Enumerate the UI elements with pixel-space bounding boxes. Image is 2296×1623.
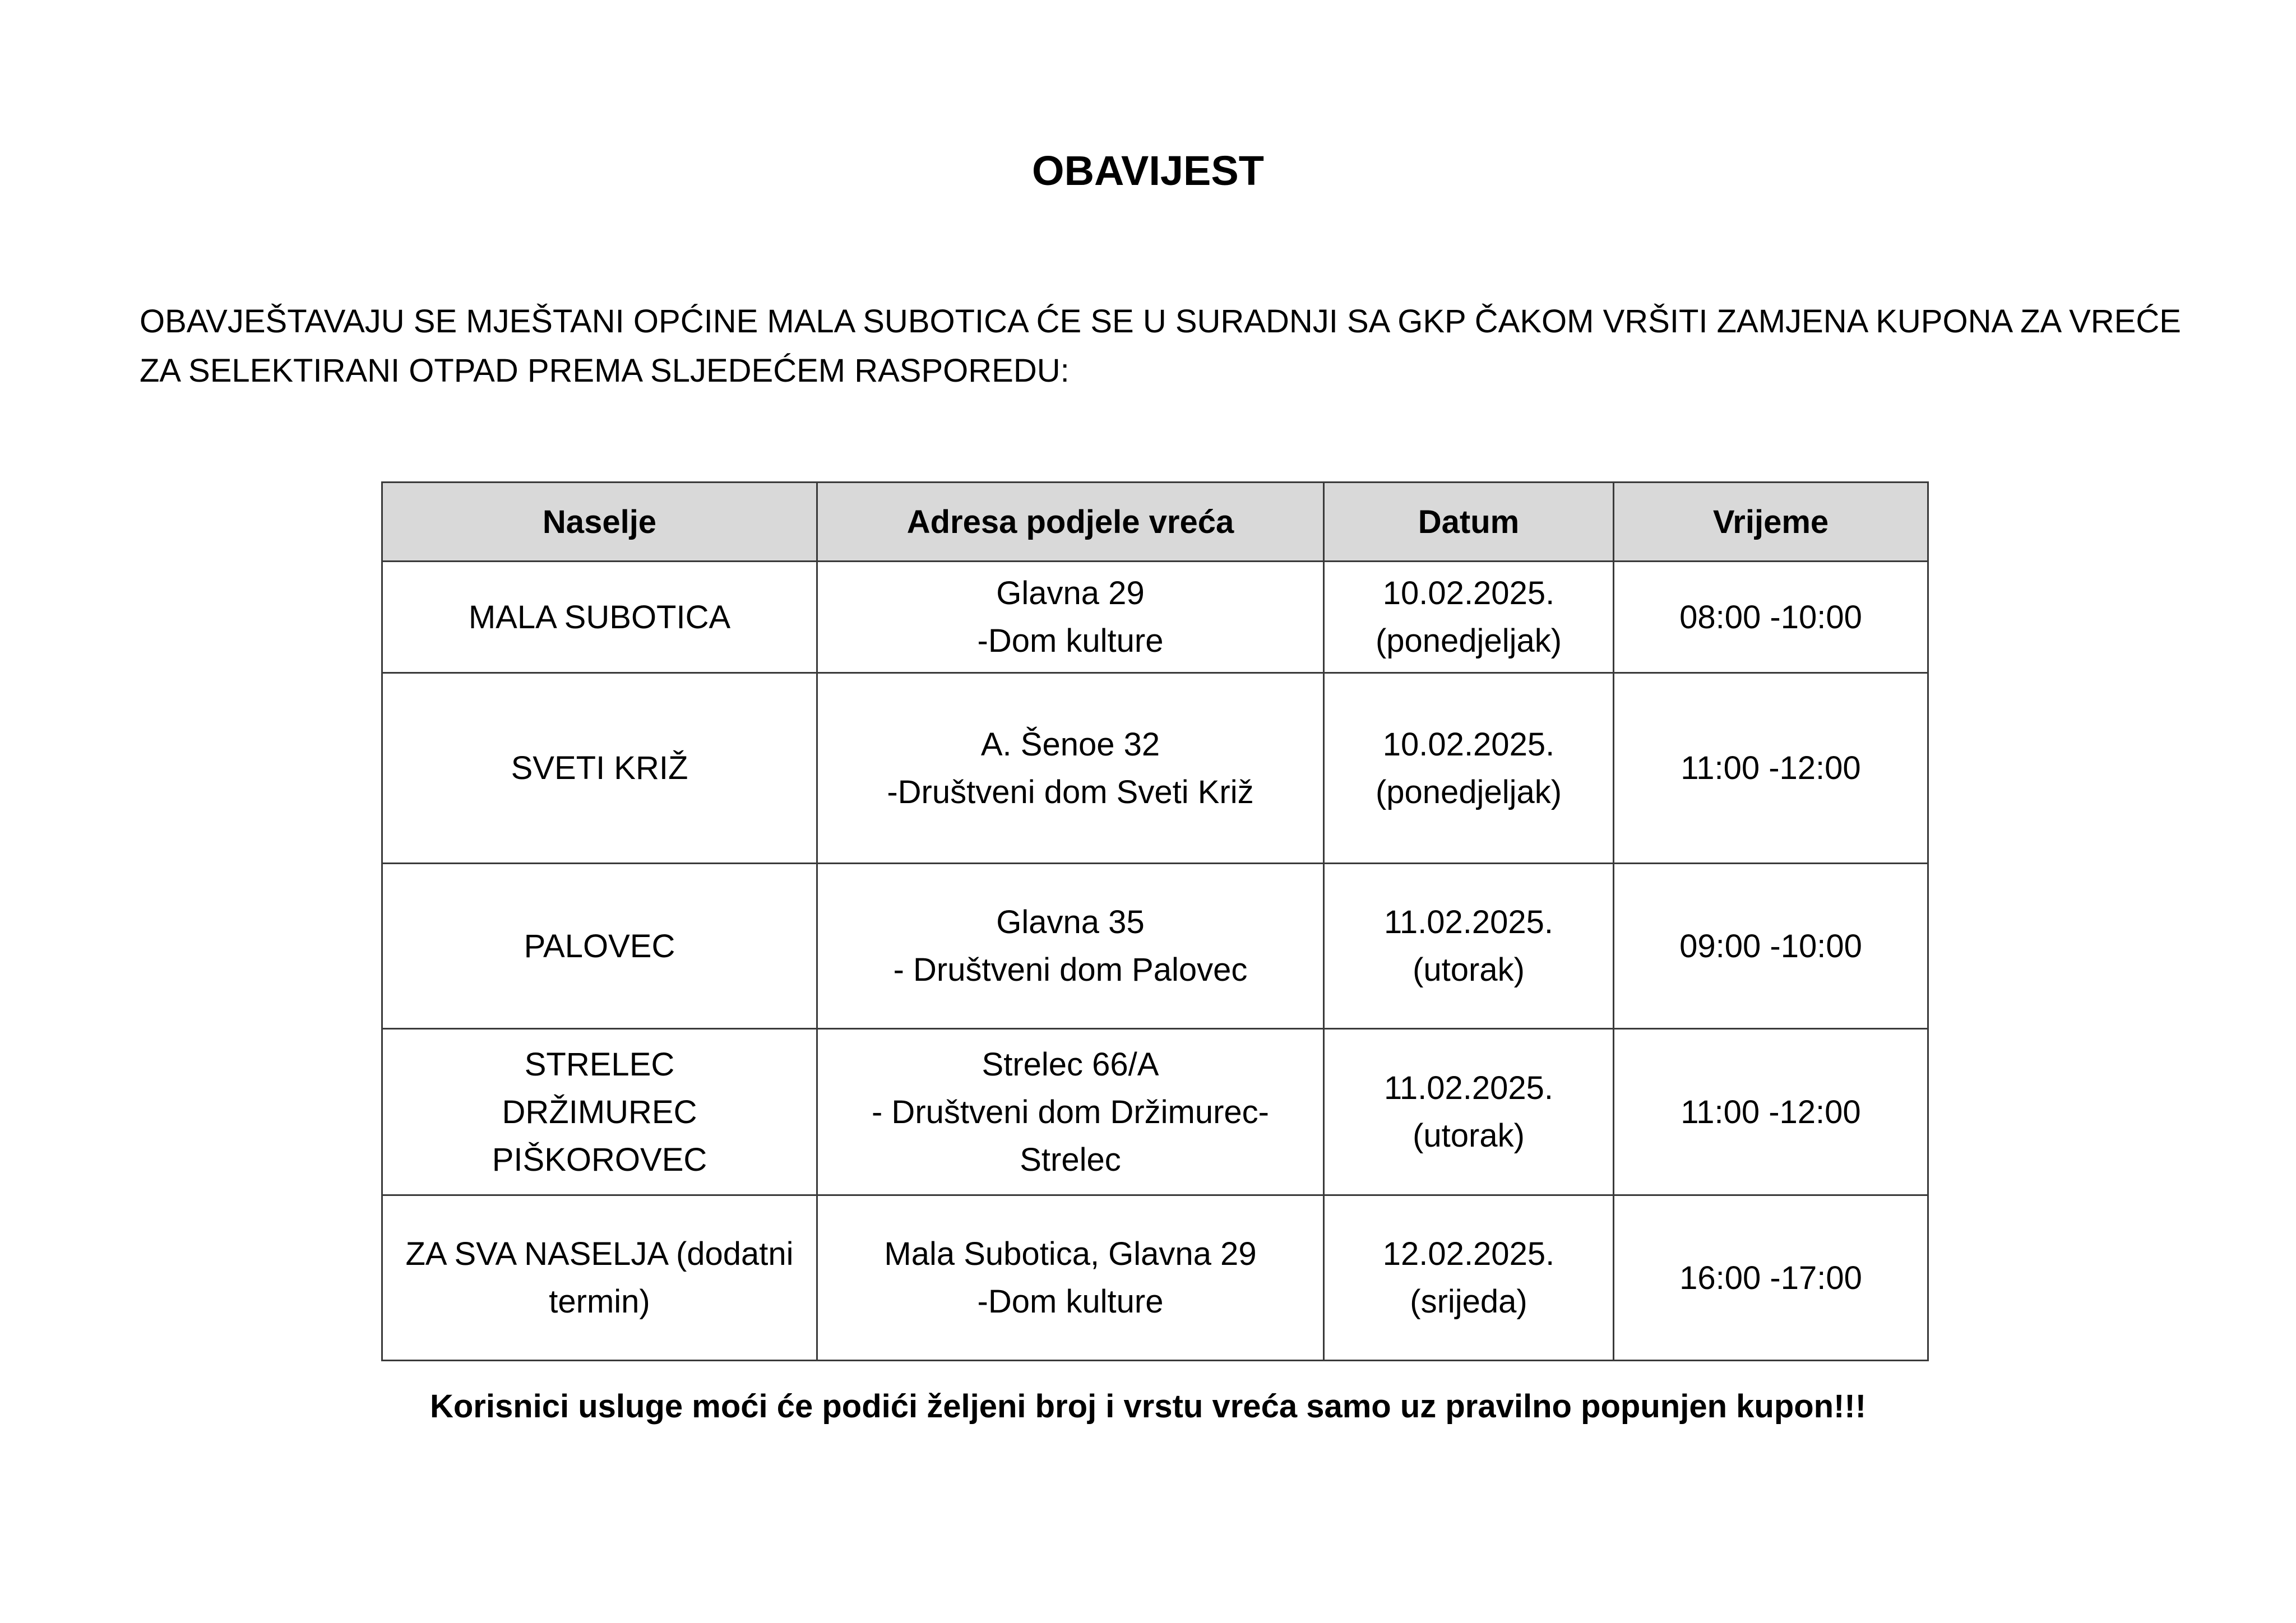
cell-datum: [1324, 673, 1614, 864]
cell-line: Strelec 66/A: [982, 1046, 1159, 1083]
table-row: [382, 1195, 1928, 1361]
cell-naselje: [382, 864, 817, 1029]
table-row: [382, 562, 1928, 673]
document-title: OBAVIJEST: [1032, 147, 1264, 194]
cell-naselje: [382, 1029, 817, 1195]
cell-line: (ponedjeljak): [1375, 623, 1562, 659]
footer-note: Korisnici usluge moći će podići željeni broj i vrstu vreća samo uz pravilno popunjen kupon!!!: [429, 1388, 1867, 1425]
cell-line: PIŠKOROVEC: [492, 1141, 707, 1178]
cell-line: ZA SVA NASELJA (dodatni: [405, 1236, 794, 1272]
table-header-row: [382, 483, 1928, 562]
cell-line: (utorak): [1413, 1117, 1525, 1154]
table-row: [382, 864, 1928, 1029]
header-adresa: Adresa podjele vreća: [817, 483, 1324, 562]
table-row: [382, 1029, 1928, 1195]
cell-line: (srijeda): [1410, 1283, 1527, 1320]
intro-paragraph: [140, 297, 2181, 396]
cell-line: 10.02.2025.: [1382, 726, 1555, 763]
cell-line: Glavna 35: [996, 904, 1145, 940]
intro-line: OBAVJEŠTAVAJU SE MJEŠTANI OPĆINE MALA SUBOTICA ĆE SE U SURADNJI SA GKP ČAKOM VRŠITI ZAMJENA KUPONA ZA VREĆE: [140, 303, 2181, 340]
cell-adresa: [817, 1195, 1324, 1361]
cell-datum: [1324, 1029, 1614, 1195]
cell-line: - Društveni dom Držimurec-: [872, 1093, 1269, 1130]
cell-vrijeme: 08:00 -10:00: [1614, 562, 1928, 673]
cell-line: SVETI KRIŽ: [511, 750, 688, 786]
header-vrijeme: Vrijeme: [1614, 483, 1928, 562]
cell-datum: [1324, 1195, 1614, 1361]
cell-line: -Dom kulture: [977, 623, 1164, 659]
cell-vrijeme: 16:00 -17:00: [1614, 1195, 1928, 1361]
cell-line: - Društveni dom Palovec: [893, 952, 1248, 988]
cell-line: 11.02.2025.: [1383, 1070, 1554, 1106]
cell-line: STRELEC: [524, 1046, 675, 1083]
cell-line: Glavna 29: [996, 575, 1145, 611]
cell-vrijeme: 09:00 -10:00: [1614, 864, 1928, 1029]
cell-line: 11.02.2025.: [1383, 904, 1554, 940]
cell-line: -Dom kulture: [977, 1283, 1164, 1320]
cell-line: DRŽIMUREC: [502, 1093, 697, 1130]
cell-line: -Društveni dom Sveti Križ: [887, 773, 1254, 810]
cell-naselje: [382, 1195, 817, 1361]
cell-datum: [1324, 864, 1614, 1029]
cell-adresa: [817, 673, 1324, 864]
cell-line: termin): [549, 1283, 650, 1320]
cell-line: 10.02.2025.: [1382, 575, 1555, 611]
cell-line: Strelec: [1020, 1141, 1121, 1178]
cell-adresa: [817, 1029, 1324, 1195]
cell-vrijeme: 11:00 -12:00: [1614, 673, 1928, 864]
schedule-table: [381, 481, 1929, 1361]
intro-line: ZA SELEKTIRANI OTPAD PREMA SLJEDEĆEM RASPOREDU:: [140, 353, 1070, 389]
table-row: [382, 673, 1928, 864]
cell-naselje: [382, 562, 817, 673]
cell-adresa: [817, 562, 1324, 673]
cell-line: 12.02.2025.: [1382, 1236, 1555, 1272]
cell-naselje: [382, 673, 817, 864]
cell-line: Mala Subotica, Glavna 29: [884, 1236, 1257, 1272]
cell-line: MALA SUBOTICA: [468, 599, 731, 636]
header-naselje: Naselje: [382, 483, 817, 562]
cell-adresa: [817, 864, 1324, 1029]
header-datum: Datum: [1324, 483, 1614, 562]
cell-line: (ponedjeljak): [1375, 773, 1562, 810]
cell-line: (utorak): [1413, 952, 1525, 988]
cell-line: PALOVEC: [524, 928, 675, 964]
cell-datum: [1324, 562, 1614, 673]
cell-vrijeme: 11:00 -12:00: [1614, 1029, 1928, 1195]
cell-line: A. Šenoe 32: [980, 726, 1160, 763]
